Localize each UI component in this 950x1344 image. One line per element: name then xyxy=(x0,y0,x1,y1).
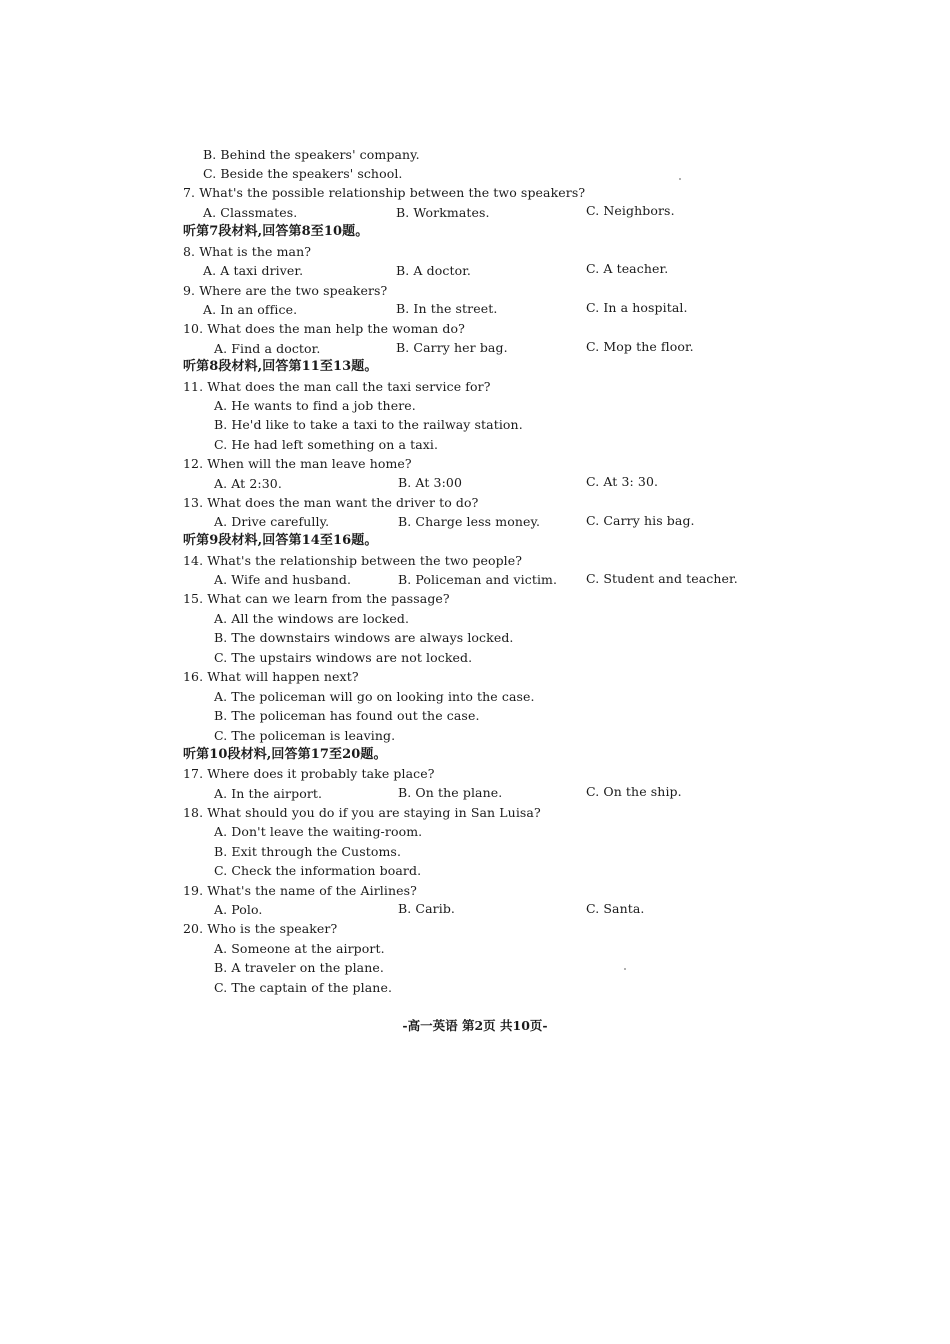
question-18: 18. What should you do if you are staying in San Luisa? xyxy=(183,805,541,820)
option-line: B. At 3:00 xyxy=(398,475,463,490)
question-20: 20. Who is the speaker? xyxy=(183,921,338,936)
option-line: A. He wants to find a job there. xyxy=(214,398,416,413)
option-line: A. The policeman will go on looking into the case. xyxy=(214,689,535,704)
option-line: B. A traveler on the plane. xyxy=(214,960,384,975)
option-line: B. The policeman has found out the case. xyxy=(214,708,480,723)
option-line: B. On the plane. xyxy=(398,785,503,800)
question-13: 13. What does the man want the driver to do? xyxy=(183,495,479,510)
page-footer: -高一英语 第2页 共10页- xyxy=(402,1018,548,1033)
option-line: C. The policeman is leaving. xyxy=(214,728,396,743)
option-line: B. Exit through the Customs. xyxy=(214,844,402,859)
question-16: 16. What will happen next? xyxy=(183,669,359,684)
option-line: C. The upstairs windows are not locked. xyxy=(214,650,473,665)
question-15: 15. What can we learn from the passage? xyxy=(183,591,450,606)
option-line: C. In a hospital. xyxy=(586,300,688,315)
option-line: A. Polo. xyxy=(214,902,263,917)
option-line: A. In the airport. xyxy=(214,786,323,801)
option-line: A. A taxi driver. xyxy=(203,263,304,278)
option-line: C. The captain of the plane. xyxy=(214,980,393,995)
question-12: 12. When will the man leave home? xyxy=(183,456,412,471)
question-8: 8. What is the man? xyxy=(183,244,312,259)
option-line: B. He'd like to take a taxi to the railway station. xyxy=(214,417,523,432)
option-line: C. On the ship. xyxy=(586,784,682,799)
option-line: B. Carry her bag. xyxy=(396,340,508,355)
scan-speck xyxy=(624,968,626,970)
section-heading: 听第10段材料,回答第17至20题。 xyxy=(183,747,387,762)
option-line: B. Carib. xyxy=(398,901,455,916)
question-7: 7. What's the possible relationship between the two speakers? xyxy=(183,185,586,200)
question-11: 11. What does the man call the taxi service for? xyxy=(183,379,491,394)
option-line: C. Carry his bag. xyxy=(586,513,695,528)
option-line: C. A teacher. xyxy=(586,261,669,276)
scan-speck xyxy=(679,178,681,180)
option-line: C. Check the information board. xyxy=(214,863,422,878)
option-line: C. At 3: 30. xyxy=(586,474,659,489)
option-line: A. Someone at the airport. xyxy=(214,941,385,956)
option-line: C. Santa. xyxy=(586,901,645,916)
option-line: C. Mop the floor. xyxy=(586,339,694,354)
question-14: 14. What's the relationship between the two people? xyxy=(183,553,523,568)
option-line: C. He had left something on a taxi. xyxy=(214,437,439,452)
option-line: A. Find a doctor. xyxy=(214,341,321,356)
option-line: C. Beside the speakers' school. xyxy=(203,166,403,181)
option-line: A. Classmates. xyxy=(203,205,298,220)
option-line: B. A doctor. xyxy=(396,263,471,278)
section-heading: 听第7段材料,回答第8至10题。 xyxy=(183,224,369,239)
option-line: B. Charge less money. xyxy=(398,514,541,529)
option-line: B. Workmates. xyxy=(396,205,490,220)
option-line: B. The downstairs windows are always locked. xyxy=(214,630,514,645)
option-line: A. Don't leave the waiting-room. xyxy=(214,824,423,839)
option-line: A. Wife and husband. xyxy=(214,572,352,587)
option-line: C. Student and teacher. xyxy=(586,571,738,586)
option-line: A. Drive carefully. xyxy=(214,514,330,529)
question-9: 9. Where are the two speakers? xyxy=(183,283,388,298)
option-line: B. Behind the speakers' company. xyxy=(203,147,420,162)
option-line: C. Neighbors. xyxy=(586,203,675,218)
option-line: A. At 2:30. xyxy=(214,476,282,491)
option-line: B. In the street. xyxy=(396,301,498,316)
option-line: A. In an office. xyxy=(203,302,298,317)
section-heading: 听第9段材料,回答第14至16题。 xyxy=(183,533,378,548)
section-heading: 听第8段材料,回答第11至13题。 xyxy=(183,359,378,374)
question-17: 17. Where does it probably take place? xyxy=(183,766,435,781)
option-line: A. All the windows are locked. xyxy=(214,611,410,626)
question-10: 10. What does the man help the woman do? xyxy=(183,321,465,336)
question-19: 19. What's the name of the Airlines? xyxy=(183,883,417,898)
option-line: B. Policeman and victim. xyxy=(398,572,558,587)
